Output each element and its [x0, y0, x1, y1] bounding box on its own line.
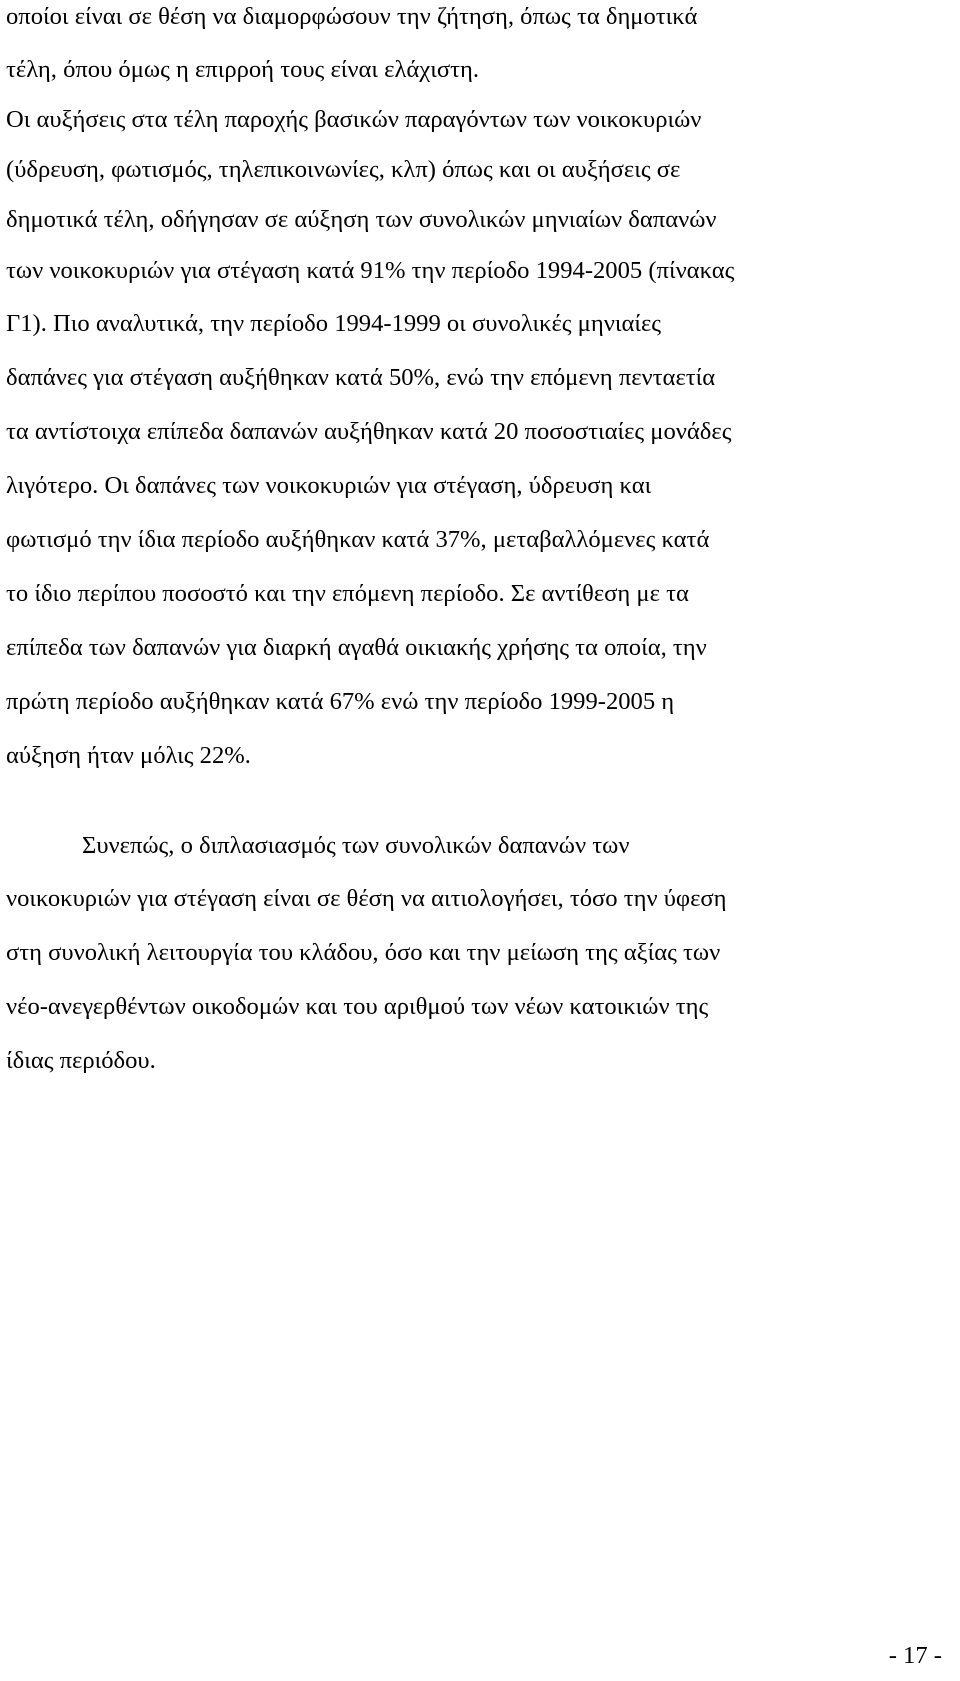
- text-line: ίδιας περιόδου.: [6, 1047, 156, 1074]
- text-line: νέο-ανεγερθέντων οικοδομών και του αριθμού των νέων κατοικιών της: [6, 993, 709, 1020]
- text-line: δαπάνες για στέγαση αυξήθηκαν κατά 50%, ενώ την επόμενη πενταετία: [6, 364, 716, 391]
- text-line: φωτισμό την ίδια περίοδο αυξήθηκαν κατά 37%, μεταβαλλόμενες κατά: [6, 526, 710, 553]
- text-line: επίπεδα των δαπανών για διαρκή αγαθά οικιακής χρήσης τα οποία, την: [6, 634, 707, 661]
- text-line: τέλη, όπου όμως η επιρροή τους είναι ελάχιστη.: [6, 56, 479, 83]
- text-line: Οι αυξήσεις στα τέλη παροχής βασικών παραγόντων των νοικοκυριών: [6, 106, 702, 133]
- text-line: Συνεπώς, ο διπλασιασμός των συνολικών δαπανών των: [82, 832, 630, 859]
- text-line: των νοικοκυριών για στέγαση κατά 91% την περίοδο 1994-2005 (πίνακας: [6, 257, 735, 284]
- text-line: δημοτικά τέλη, οδήγησαν σε αύξηση των συνολικών μηνιαίων δαπανών: [6, 206, 717, 233]
- text-line: αύξηση ήταν μόλις 22%.: [6, 742, 251, 769]
- text-line: τα αντίστοιχα επίπεδα δαπανών αυξήθηκαν κατά 20 ποσοστιαίες μονάδες: [6, 418, 732, 445]
- text-line: οποίοι είναι σε θέση να διαμορφώσουν την ζήτηση, όπως τα δημοτικά: [6, 3, 698, 30]
- text-line: (ύδρευση, φωτισμός, τηλεπικοινωνίες, κλπ) όπως και οι αυξήσεις σε: [6, 156, 681, 183]
- page-number: - 17 -: [888, 1642, 942, 1669]
- text-line: πρώτη περίοδο αυξήθηκαν κατά 67% ενώ την περίοδο 1999-2005 η: [6, 688, 675, 715]
- text-line: το ίδιο περίπου ποσοστό και την επόμενη περίοδο. Σε αντίθεση με τα: [6, 580, 689, 607]
- text-line: λιγότερο. Οι δαπάνες των νοικοκυριών για στέγαση, ύδρευση και: [6, 472, 652, 499]
- text-line: στη συνολική λειτουργία του κλάδου, όσο και την μείωση της αξίας των: [6, 939, 721, 966]
- text-line: Γ1). Πιο αναλυτικά, την περίοδο 1994-1999 οι συνολικές μηνιαίες: [6, 310, 662, 337]
- text-line: νοικοκυριών για στέγαση είναι σε θέση να αιτιολογήσει, τόσο την ύφεση: [6, 885, 727, 912]
